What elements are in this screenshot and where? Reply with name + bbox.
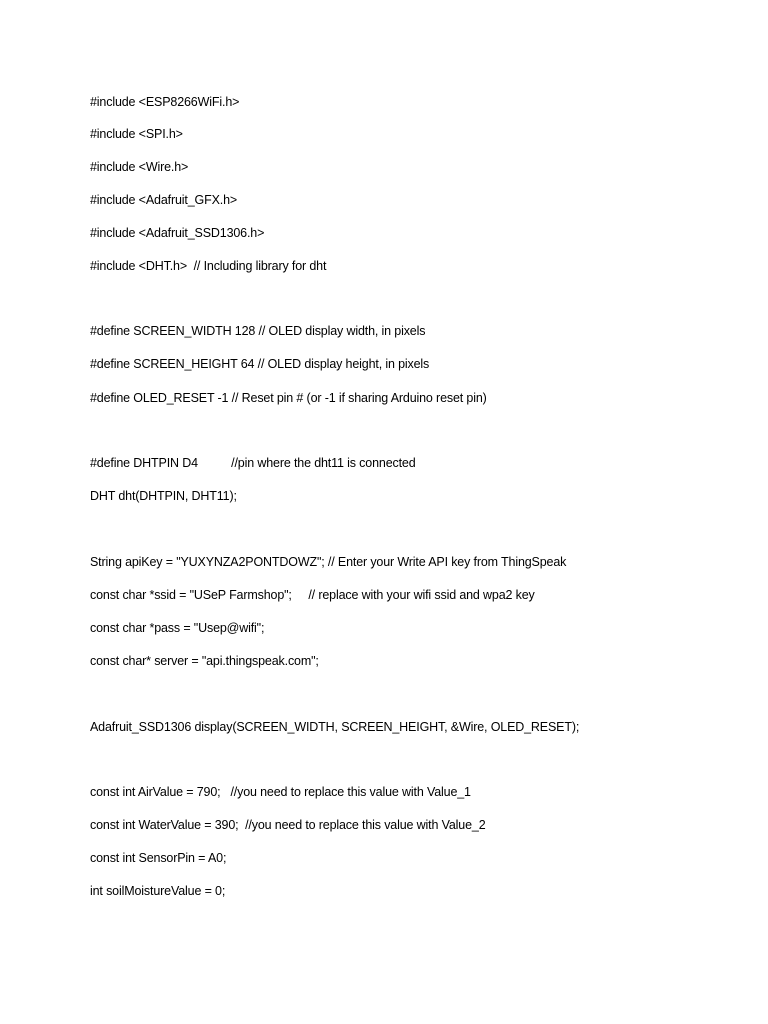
code-line: #include <Adafruit_SSD1306.h> <box>90 226 265 240</box>
code-line: const char *ssid = "USeP Farmshop"; // replace with your wifi ssid and wpa2 key <box>90 588 535 602</box>
code-line: #include <Wire.h> <box>90 160 189 174</box>
code-line: #define SCREEN_WIDTH 128 // OLED display width, in pixels <box>90 324 426 338</box>
code-line: const int AirValue = 790; //you need to replace this value with Value_1 <box>90 785 471 799</box>
code-line: #include <Adafruit_GFX.h> <box>90 193 238 207</box>
code-line: const char* server = "api.thingspeak.com"; <box>90 654 319 668</box>
code-line: #define SCREEN_HEIGHT 64 // OLED display height, in pixels <box>90 357 430 371</box>
code-line: int soilMoistureValue = 0; <box>90 884 226 898</box>
code-line: #define DHTPIN D4 //pin where the dht11 is connected <box>90 456 416 470</box>
code-line: #include <ESP8266WiFi.h> <box>90 95 240 109</box>
code-line: Adafruit_SSD1306 display(SCREEN_WIDTH, SCREEN_HEIGHT, &Wire, OLED_RESET); <box>90 720 580 734</box>
code-line: DHT dht(DHTPIN, DHT11); <box>90 489 237 503</box>
code-line: const int WaterValue = 390; //you need to replace this value with Value_2 <box>90 818 486 832</box>
code-line: #define OLED_RESET -1 // Reset pin # (or -1 if sharing Arduino reset pin) <box>90 391 487 405</box>
code-line: const char *pass = "Usep@wifi"; <box>90 621 265 635</box>
code-line: #include <SPI.h> <box>90 127 183 141</box>
code-line: String apiKey = "YUXYNZA2PONTDOWZ"; // Enter your Write API key from ThingSpeak <box>90 555 567 569</box>
code-line: #include <DHT.h> // Including library for dht <box>90 259 327 273</box>
code-line: const int SensorPin = A0; <box>90 851 227 865</box>
